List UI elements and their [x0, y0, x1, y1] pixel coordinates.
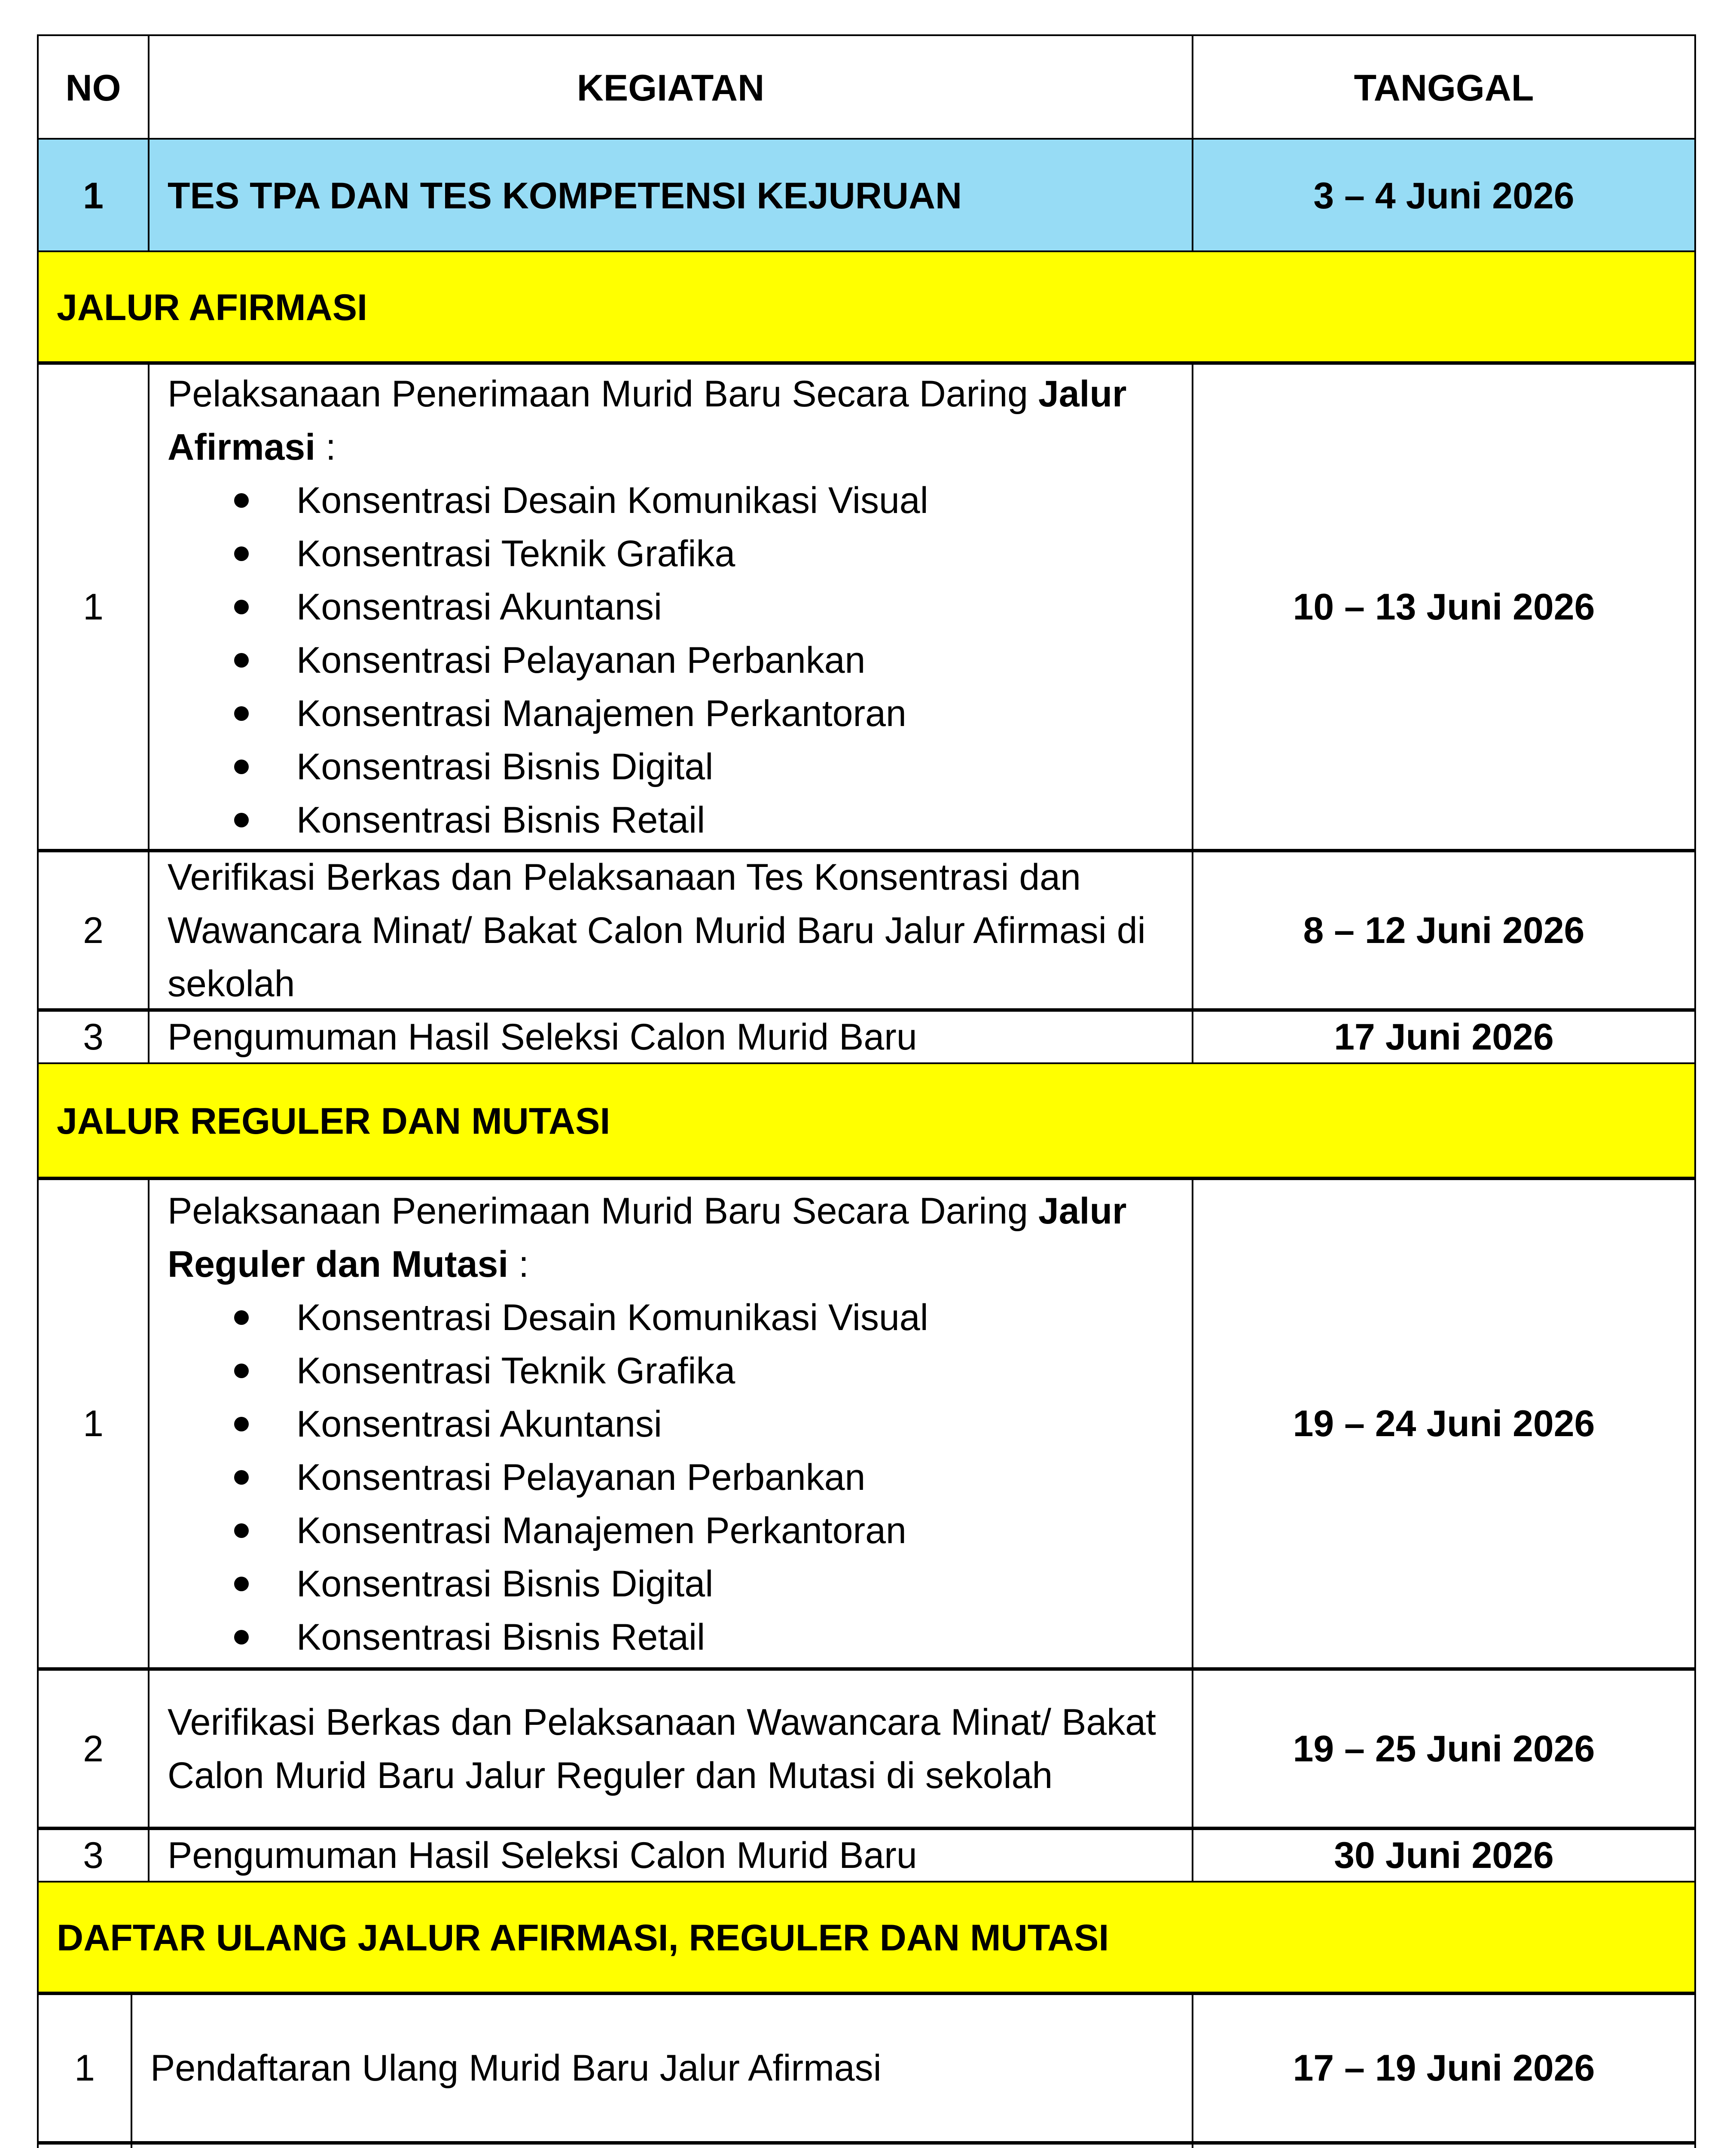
- row-no: 3: [83, 1016, 104, 1058]
- row-no: 2: [83, 909, 104, 951]
- list-item: Konsentrasi Teknik Grafika: [168, 1344, 1176, 1397]
- kegiatan-intro: Pelaksanaan Penerimaan Murid Baru Secara Daring Jalur Afirmasi :: [168, 373, 1127, 468]
- konsentrasi-list: [168, 474, 1176, 847]
- bullet-icon: [234, 706, 249, 721]
- section-title: JALUR REGULER DAN MUTASI: [57, 1101, 610, 1142]
- row-kegiatan: Verifikasi Berkas dan Pelaksanaan Tes Konsentrasi dan Wawancara Minat/ Bakat Calon Murid Baru Jalur Afirmasi di sekolah: [168, 856, 1146, 1004]
- bullet-icon: [234, 600, 249, 614]
- header-kegiatan: KEGIATAN: [577, 67, 765, 109]
- list-item: Konsentrasi Bisnis Digital: [168, 740, 1176, 793]
- table-row: [37, 138, 1696, 252]
- table-row: [37, 849, 1696, 1010]
- bullet-icon: [234, 1310, 249, 1325]
- list-item: Konsentrasi Manajemen Perkantoran: [168, 687, 1176, 740]
- list-item: Konsentrasi Manajemen Perkantoran: [168, 1504, 1176, 1557]
- section-header-reguler: [37, 1062, 1696, 1178]
- bullet-icon: [234, 1364, 249, 1378]
- row-no: 2: [83, 1728, 104, 1770]
- row-no: 1: [83, 586, 104, 628]
- list-item: Konsentrasi Pelayanan Perbankan: [168, 1451, 1176, 1504]
- bullet-icon: [234, 813, 249, 827]
- row-tanggal: 19 – 25 Juni 2026: [1293, 1728, 1595, 1770]
- bullet-icon: [234, 1630, 249, 1645]
- list-item: Konsentrasi Desain Komunikasi Visual: [168, 474, 1176, 527]
- bullet-icon: [234, 1470, 249, 1485]
- bullet-icon: [234, 760, 249, 774]
- list-item: Konsentrasi Teknik Grafika: [168, 527, 1176, 580]
- row-no: 1: [83, 175, 104, 217]
- row-no: [39, 2143, 131, 2148]
- row-tanggal: 10 – 13 Juni 2026: [1293, 586, 1595, 628]
- bullet-icon: [234, 493, 249, 508]
- bullet-icon: [234, 1523, 249, 1538]
- section-title: DAFTAR ULANG JALUR AFIRMASI, REGULER DAN MUTASI: [57, 1917, 1109, 1959]
- section-title: JALUR AFIRMASI: [57, 287, 368, 328]
- row-kegiatan: TES TPA DAN TES KOMPETENSI KEJURUAN: [168, 175, 962, 217]
- list-item: Konsentrasi Desain Komunikasi Visual: [168, 1291, 1176, 1344]
- row-kegiatan: Pengumuman Hasil Seleksi Calon Murid Baru: [168, 1835, 917, 1876]
- table-row: [37, 1177, 1696, 1669]
- row-tanggal: [1193, 2143, 1694, 2148]
- table-row: [37, 1008, 1696, 1064]
- section-header-daftar-ulang: [37, 1881, 1696, 1993]
- row-kegiatan: [132, 2143, 1192, 2148]
- row-tanggal: 8 – 12 Juni 2026: [1303, 909, 1585, 951]
- list-item: Konsentrasi Bisnis Digital: [168, 1557, 1176, 1611]
- row-tanggal: 17 – 19 Juni 2026: [1293, 2047, 1595, 2089]
- row-kegiatan: Verifikasi Berkas dan Pelaksanaan Wawancara Minat/ Bakat Calon Murid Baru Jalur Reguler dan Mutasi di sekolah: [168, 1701, 1156, 1796]
- header-tanggal: TANGGAL: [1354, 67, 1534, 109]
- table-row: [37, 1667, 1696, 1828]
- table-header-row: [37, 34, 1696, 140]
- list-item: Konsentrasi Bisnis Retail: [168, 1611, 1176, 1664]
- row-kegiatan: [149, 1178, 1192, 1664]
- row-no: 1: [83, 1403, 104, 1444]
- kegiatan-intro: Pelaksanaan Penerimaan Murid Baru Secara Daring Jalur Reguler dan Mutasi :: [168, 1190, 1127, 1285]
- bullet-icon: [234, 653, 249, 668]
- section-header-afirmasi: [37, 250, 1696, 363]
- row-no: 1: [74, 2047, 95, 2089]
- bullet-icon: [234, 546, 249, 561]
- row-tanggal: 30 Juni 2026: [1334, 1835, 1554, 1876]
- row-kegiatan: Pengumuman Hasil Seleksi Calon Murid Baru: [168, 1016, 917, 1058]
- list-item: Konsentrasi Akuntansi: [168, 1397, 1176, 1451]
- row-no: 3: [83, 1835, 104, 1876]
- list-item: Konsentrasi Akuntansi: [168, 580, 1176, 634]
- row-kegiatan: Pendaftaran Ulang Murid Baru Jalur Afirmasi: [150, 2047, 882, 2089]
- bullet-icon: [234, 1417, 249, 1431]
- table-row: [37, 2141, 1696, 2148]
- table-row: [37, 1992, 1696, 2143]
- table-row: [37, 1827, 1696, 1883]
- row-kegiatan: [149, 363, 1192, 847]
- bullet-icon: [234, 1577, 249, 1591]
- row-tanggal: 17 Juni 2026: [1334, 1016, 1554, 1058]
- list-item: Konsentrasi Bisnis Retail: [168, 793, 1176, 847]
- row-tanggal: 19 – 24 Juni 2026: [1293, 1403, 1595, 1444]
- row-tanggal: 3 – 4 Juni 2026: [1313, 175, 1574, 217]
- table-row: [37, 361, 1696, 851]
- konsentrasi-list: [168, 1291, 1176, 1664]
- header-no: NO: [65, 67, 121, 109]
- list-item: Konsentrasi Pelayanan Perbankan: [168, 634, 1176, 687]
